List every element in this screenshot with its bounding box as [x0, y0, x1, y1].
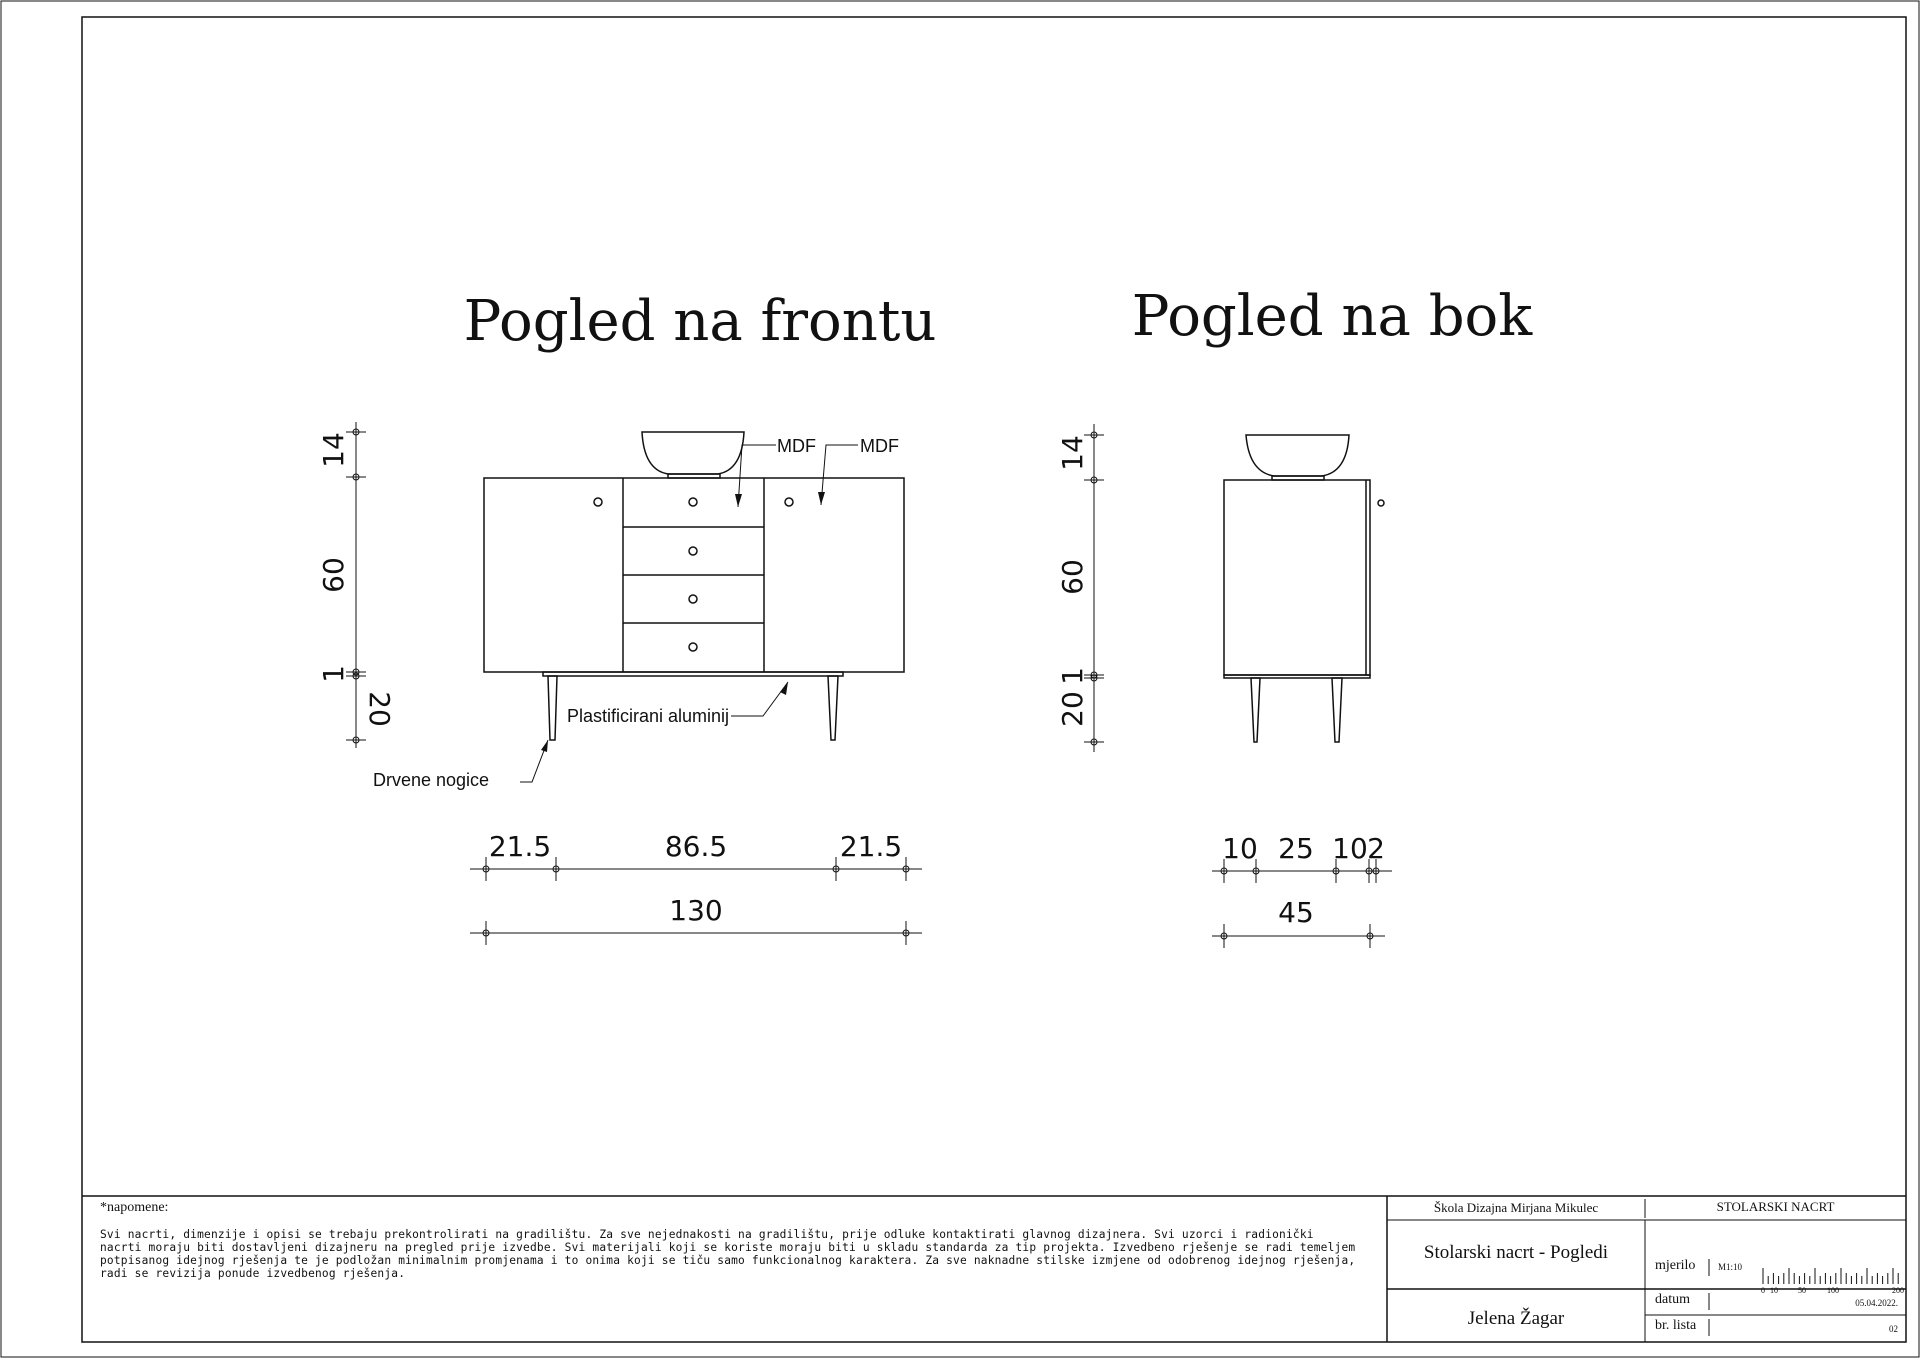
- scale-tick-label: 10: [1770, 1286, 1778, 1295]
- label-mdf-1: MDF: [777, 436, 816, 456]
- handle: [689, 498, 697, 506]
- date-value: 05.04.2022.: [1855, 1298, 1898, 1308]
- label-legs: Drvene nogice: [373, 770, 490, 790]
- handle: [689, 643, 697, 651]
- side-hdim-1: 10: [1222, 832, 1258, 865]
- side-leg-right: [1332, 678, 1342, 742]
- scale-bar: [1763, 1268, 1898, 1284]
- front-hdim-2: 86.5: [664, 830, 728, 863]
- outer-border: [1, 1, 1919, 1357]
- drawing-name: Stolarski nacrt - Pogledi: [1423, 1242, 1609, 1263]
- side-dim-20: 20: [1056, 691, 1089, 727]
- front-view-drawing: [484, 432, 904, 740]
- front-view-title: Pogled na frontu: [463, 289, 937, 354]
- front-leg-right: [828, 676, 838, 740]
- scale-value: M1:10: [1718, 1262, 1743, 1272]
- side-view-drawing: [1224, 435, 1384, 742]
- side-carcass: [1224, 480, 1370, 675]
- side-leg-left: [1251, 678, 1260, 742]
- notes-heading: *napomene:: [100, 1200, 169, 1215]
- scale-label: mjerilo: [1655, 1258, 1696, 1273]
- drawing-type: STOLARSKI NACRT: [1716, 1199, 1835, 1214]
- label-mdf-2: MDF: [860, 436, 899, 456]
- side-dim-14: 14: [1056, 435, 1089, 471]
- label-aluminium: Plastificirani aluminij: [567, 706, 730, 726]
- author-name: Jelena Žagar: [1467, 1308, 1565, 1329]
- side-hdim-4: 2: [1367, 832, 1385, 865]
- front-total-width: 130: [669, 894, 723, 927]
- front-dim-14: 14: [317, 432, 350, 468]
- handle: [689, 595, 697, 603]
- side-hdim-2: 25: [1278, 832, 1314, 865]
- front-dim-1: 1: [317, 665, 350, 683]
- side-dim-60: 60: [1056, 559, 1089, 595]
- handle: [785, 498, 793, 506]
- front-leg-left: [548, 676, 557, 740]
- notes-text: Svi nacrti, dimenzije i opisi se trebaju prekontrolirati na gradilištu. Za sve nejednakosti na gradilištu, prije odluke kontaktirati glavnog dizajnera. Svi uzorci i radionički nacrti moraju biti dostavljeni dizajneru na pregled prije izvedbe. Svi materijali koji se koriste moraju biti u skladu standarda za tip projekta. Izvedbeno rješenje se radi temeljem potpisanog idejnog rješenja te je podložan minimalnim promjenama i to onima koji se tiču samo funkcionalnog karaktera. Za sve naknadne stilske izmjene od odobrenog idejnog rješenja, radi se revizija ponude izvedbenog rješenja.: [100, 1228, 1356, 1280]
- scale-tick-label: 0: [1761, 1286, 1765, 1295]
- side-view-title: Pogled na bok: [1131, 284, 1533, 349]
- side-basin: [1246, 435, 1349, 476]
- side-total-width: 45: [1278, 896, 1314, 929]
- scale-tick-label: 50: [1798, 1286, 1806, 1295]
- front-plinth: [543, 672, 843, 676]
- front-hdim-1: 21.5: [488, 830, 552, 863]
- front-dim-60: 60: [317, 557, 350, 593]
- school-name: Škola Dizajna Mirjana Mikulec: [1433, 1200, 1599, 1215]
- sheet-value: 02: [1889, 1324, 1898, 1334]
- front-dim-20: 20: [363, 691, 396, 727]
- sheet-label: br. lista: [1655, 1318, 1697, 1333]
- scale-tick-label: 200: [1892, 1286, 1904, 1295]
- front-hdim-3: 21.5: [839, 830, 903, 863]
- side-dim-1: 1: [1056, 667, 1089, 685]
- front-basin: [642, 432, 744, 474]
- handle: [689, 547, 697, 555]
- side-hdim-3: 10: [1332, 832, 1368, 865]
- scale-tick-label: 100: [1827, 1286, 1839, 1295]
- handle: [594, 498, 602, 506]
- date-label: datum: [1655, 1292, 1690, 1307]
- front-leaders: [520, 445, 858, 782]
